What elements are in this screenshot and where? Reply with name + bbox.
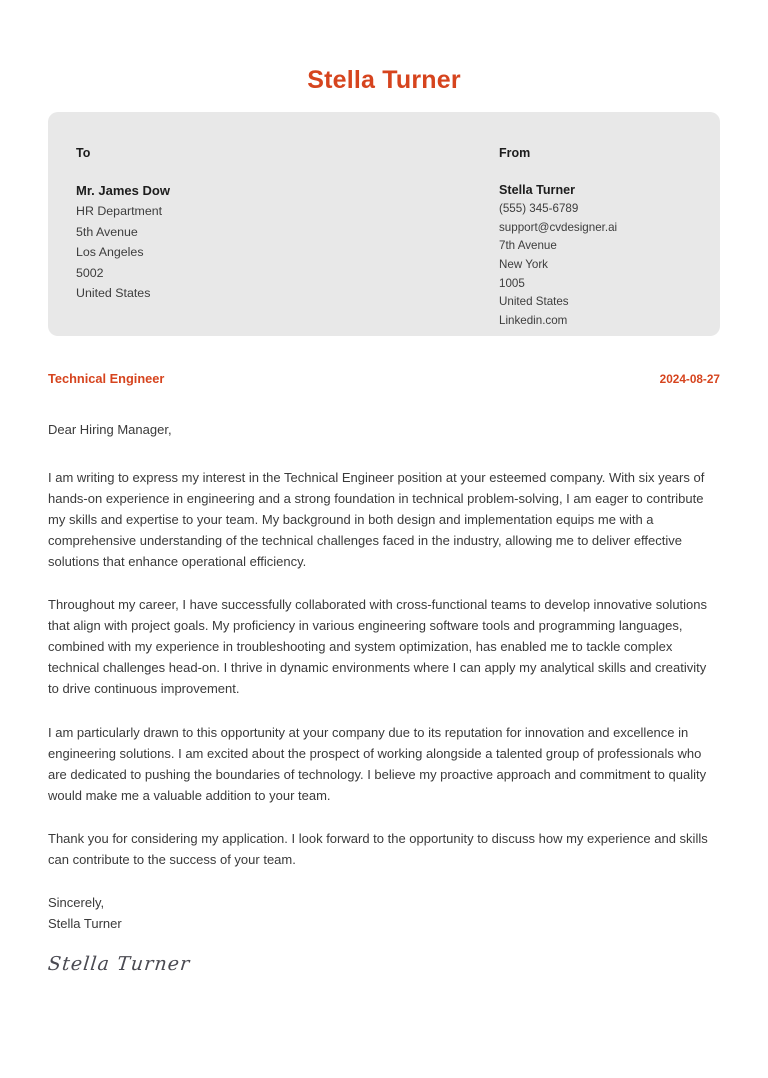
recipient-line: Los Angeles xyxy=(76,245,144,260)
recipient-line: United States xyxy=(76,286,151,301)
letter-meta-row xyxy=(48,371,720,386)
body-paragraph: I am particularly drawn to this opportunity at your company due to its reputation for innovation and excellence in engineering solutions. I am excited about the prospect of working alongside a talented group of professionals who are dedicated to pushing the boundaries of technology. I believe my proactive approach and commitment to quality would make me a valuable addition to your team. xyxy=(48,724,707,803)
closing-block xyxy=(48,892,714,976)
body-paragraph: Thank you for considering my application. I look forward to the opportunity to discuss how my experience and skills can contribute to the success of your team. xyxy=(48,830,708,867)
recipient-label: To xyxy=(76,146,91,160)
letter-body xyxy=(48,419,714,976)
sender-label: From xyxy=(499,146,531,160)
sender-line: 1005 xyxy=(499,276,525,290)
job-title: Technical Engineer xyxy=(48,371,165,386)
sender-line: New York xyxy=(499,258,548,272)
sender-email: support@cvdesigner.ai xyxy=(499,220,618,234)
closing-salutation: Sincerely, xyxy=(48,894,105,910)
salutation: Dear Hiring Manager, xyxy=(48,422,172,437)
recipient-column xyxy=(48,112,499,336)
sender-linkedin: Linkedin.com xyxy=(499,313,568,327)
sender-phone: (555) 345-6789 xyxy=(499,202,579,216)
sender-name: Stella Turner xyxy=(499,183,576,197)
sender-line: United States xyxy=(499,295,569,309)
letter-header xyxy=(0,0,768,112)
body-paragraph: Throughout my career, I have successfully collaborated with cross-functional teams to develop innovative solutions that align with project goals. My proficiency in various engineering software tools and programming languages, combined with my experience in troubleshooting and system optimization, has enabled me to tackle complex technical challenges head-on. I thrive in dynamic environments where I can apply my analytical skills and creativity to drive continuous improvement. xyxy=(48,597,708,697)
recipient-line: 5002 xyxy=(76,265,104,280)
contact-panel xyxy=(48,112,720,336)
recipient-line: 5th Avenue xyxy=(76,224,138,239)
recipient-line: HR Department xyxy=(76,204,163,219)
closing-name: Stella Turner xyxy=(48,915,122,931)
sender-column xyxy=(499,112,720,336)
sender-line: 7th Avenue xyxy=(499,239,557,253)
letter-date: 2024-08-27 xyxy=(659,372,720,386)
body-paragraph: I am writing to express my interest in the Technical Engineer position at your esteemed company. With six years of hands-on experience in engineering and a strong foundation in technical problem-solving, I am eager to contribute my skills and expertise to your team. My background in both design and implementation equips me with a comprehensive understanding of the technical challenges faced in the industry, allowing me to deliver effective solutions that enhance operational efficiency. xyxy=(48,470,705,570)
signature-image: Stella Turner xyxy=(46,952,192,975)
recipient-name: Mr. James Dow xyxy=(76,183,170,198)
page-title: Stella Turner xyxy=(307,65,461,94)
